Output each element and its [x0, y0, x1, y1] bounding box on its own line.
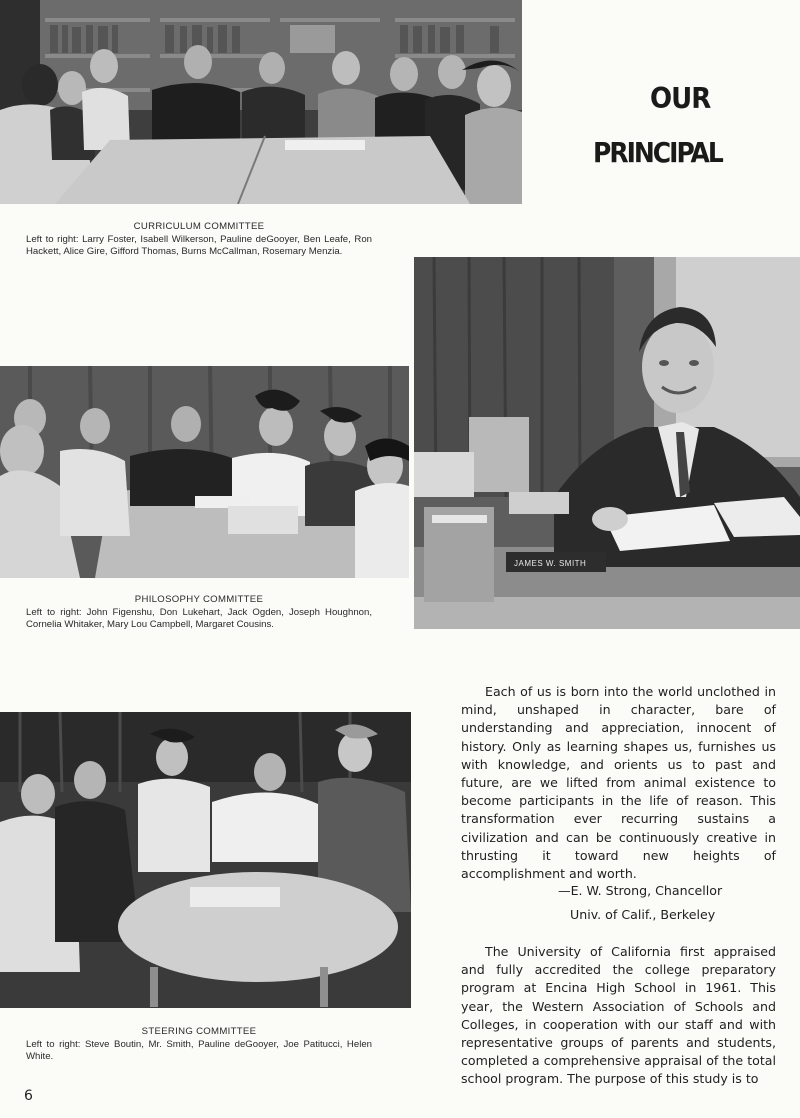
philosophy-caption-title: PHILOSOPHY COMMITTEE: [134, 594, 264, 605]
quote-text: [461, 683, 776, 883]
philosophy-caption-names: Left to right: John Figenshu, Don Lukehart, Jack Ogden, Joseph Houghnon, Cornelia Whitaker, Mary Lou Campbell, Margaret Cousins.: [26, 607, 372, 630]
steering-committee-photo: [0, 712, 411, 1008]
curriculum-caption: [26, 221, 372, 258]
quote-affiliation: Univ. of Calif., Berkeley: [570, 907, 716, 922]
philosophy-committee-photo: [0, 366, 409, 578]
steering-caption: [26, 1026, 372, 1063]
quote-paragraph: Each of us is born into the world unclothed in mind, unshaped in character, bare of understanding and appreciation, innocent of history. Only as learning shapes us, furnishes us with knowledge, and orients us to past and future, are we lifted from animal existence to become participants in the life of reason. This transformation ever recurring sustains a civilization and can be continuously creative in thrusting it toward new heights of accomplishment and worth.: [461, 684, 776, 882]
article-paragraph: The University of California first appraised and fully accredited the college preparatory program at Encina High School in 1961. This year, the Western Association of Schools and Colleges, in cooperation with our staff and with representative groups of parents and students, completed a comprehensive appraisal of the total school program. The purpose of this study is to: [461, 944, 776, 1087]
curriculum-caption-title: CURRICULUM COMMITTEE: [133, 221, 265, 232]
heading-principal: PRINCIPAL: [593, 136, 722, 169]
steering-caption-names: Left to right: Steve Boutin, Mr. Smith, Pauline deGooyer, Joe Patitucci, Helen White.: [26, 1039, 372, 1062]
curriculum-committee-photo: [0, 0, 522, 204]
curriculum-caption-names: Left to right: Larry Foster, Isabell Wilkerson, Pauline deGooyer, Ben Leafe, Ron Hackett, Alice Gire, Gifford Thomas, Burns McCallman, Rosemary Menzia.: [26, 234, 372, 257]
article-text: [461, 943, 776, 1089]
philosophy-caption: [26, 594, 372, 631]
nameplate-text: JAMES W. SMITH: [514, 559, 587, 568]
page-number: 6: [24, 1088, 33, 1104]
principal-photo: [414, 257, 800, 629]
steering-caption-title: STEERING COMMITTEE: [141, 1026, 257, 1037]
quote-author: —E. W. Strong, Chancellor: [558, 883, 723, 898]
heading-our: OUR: [650, 82, 711, 116]
